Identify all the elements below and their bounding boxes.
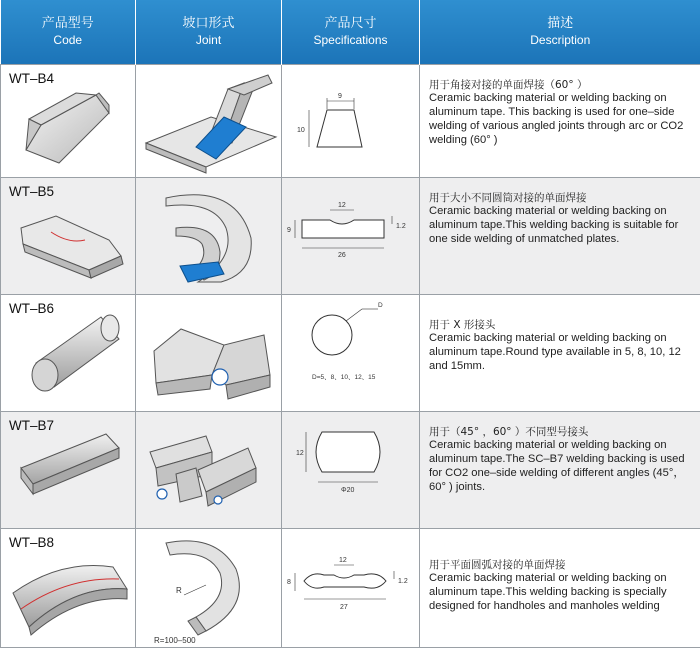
product-code: WT–B7 (9, 418, 54, 433)
header-desc-en: Description (420, 32, 700, 48)
description-en: Ceramic backing material or welding backing on aluminum tape.This welding backing is specially designed for handholes and manholes welding (429, 572, 696, 613)
joint-cell (136, 528, 282, 647)
description-cn: 用于大小不同圆筒对接的单面焊接 (429, 192, 696, 206)
description-cn: 用于 X 形接头 (429, 319, 696, 333)
spec-dim-bottom: 26 (338, 252, 346, 259)
angle-joint-image (136, 65, 282, 178)
curved-backing-image (1, 529, 136, 648)
header-code (1, 0, 136, 64)
spec-dim-top: 9 (338, 93, 342, 100)
round-rod-image (1, 295, 136, 412)
header-joint-cn: 坡口形式 (136, 15, 281, 32)
header-spec (282, 0, 420, 64)
spec-cell (282, 294, 420, 411)
desc-cell (420, 528, 700, 647)
desc-cell (420, 177, 700, 294)
desc-cell (420, 294, 700, 411)
table-row (1, 411, 700, 528)
desc-cell (420, 64, 700, 177)
header-desc (420, 0, 700, 64)
rounded-bar-image (1, 412, 136, 529)
desc-cell (420, 411, 700, 528)
joint-cell (136, 294, 282, 411)
product-cell (1, 64, 136, 177)
table-row (1, 64, 700, 177)
spec-cell (282, 528, 420, 647)
description (420, 295, 700, 374)
spec-dim-left: 8 (287, 579, 291, 586)
description-cn: 用于角接对接的单面焊接（60° ） (429, 79, 696, 93)
spec-cell (282, 64, 420, 177)
multi-angle-joint-image (136, 412, 282, 529)
stepped-backing-image (1, 178, 136, 295)
product-cell (1, 528, 136, 647)
joint-radius-range: R=100–500 (154, 636, 196, 645)
spec-drawing-barrel (282, 412, 420, 529)
header-code-en: Code (1, 32, 136, 48)
description-en: Ceramic backing material or welding backing on aluminum tape.The SC–B7 welding backing is used for CO2 one–side welding of different angles (45°，60° ) joints. (429, 439, 696, 494)
x-joint-image (136, 295, 282, 412)
description (420, 412, 700, 495)
spec-drawing-round (282, 295, 420, 412)
header-joint-en: Joint (136, 32, 281, 48)
product-code: WT–B4 (9, 71, 54, 86)
cylinder-joint-image (136, 178, 282, 295)
table-row (1, 294, 700, 411)
spec-marker: D (378, 302, 383, 309)
joint-cell (136, 64, 282, 177)
product-cell (1, 411, 136, 528)
table-header-row (1, 0, 700, 64)
description-en: Ceramic backing material or welding backing on aluminum tape.Round type available in 5, 8, 10, 12 and 15mm. (429, 332, 696, 373)
description-en: Ceramic backing material or welding backing on aluminum tape. This backing is used for one–side welding of various angled joints through arc or CO2 welding (60° ) (429, 92, 696, 147)
header-spec-cn: 产品尺寸 (282, 15, 419, 32)
header-code-cn: 产品型号 (1, 15, 136, 32)
arc-joint-image (136, 529, 282, 648)
table-row (1, 528, 700, 647)
description (420, 178, 700, 247)
spec-dim-left: 10 (297, 127, 305, 134)
spec-dim-right: 1.2 (398, 578, 408, 585)
spec-drawing-stepped (282, 178, 420, 295)
joint-cell (136, 411, 282, 528)
spec-dim-right: 1.2 (396, 223, 406, 230)
description-cn: 用于平面圆弧对接的单面焊接 (429, 559, 696, 573)
product-cell (1, 294, 136, 411)
spec-drawing-trapezoid (282, 65, 420, 178)
description (420, 65, 700, 148)
spec-sizes: D=5、8、10、12、15 (312, 374, 376, 381)
spec-drawing-wavy (282, 529, 420, 648)
product-code: WT–B8 (9, 535, 54, 550)
product-cell (1, 177, 136, 294)
header-desc-cn: 描述 (420, 15, 700, 32)
description (420, 529, 700, 614)
header-spec-en: Specifications (282, 32, 419, 48)
product-code: WT–B6 (9, 301, 54, 316)
spec-cell (282, 411, 420, 528)
spec-cell (282, 177, 420, 294)
spec-dim-top: 12 (339, 557, 347, 564)
spec-dim-bottom: 27 (340, 604, 348, 611)
spec-dim-left: 12 (296, 450, 304, 457)
spec-dim-top: 12 (338, 202, 346, 209)
joint-radius-marker: R (176, 586, 182, 595)
header-joint (136, 0, 282, 64)
spec-dim-bottom: Φ20 (341, 487, 354, 494)
description-cn: 用于（45° ，60° ）不同型号接头 (429, 426, 696, 440)
joint-cell (136, 177, 282, 294)
spec-dim-left: 9 (287, 227, 291, 234)
trapezoid-backing-image (1, 65, 136, 178)
product-code: WT–B5 (9, 184, 54, 199)
description-en: Ceramic backing material or welding backing on aluminum tape.This welding backing is suitable for one side welding of unmatched plates. (429, 205, 696, 246)
table-row (1, 177, 700, 294)
